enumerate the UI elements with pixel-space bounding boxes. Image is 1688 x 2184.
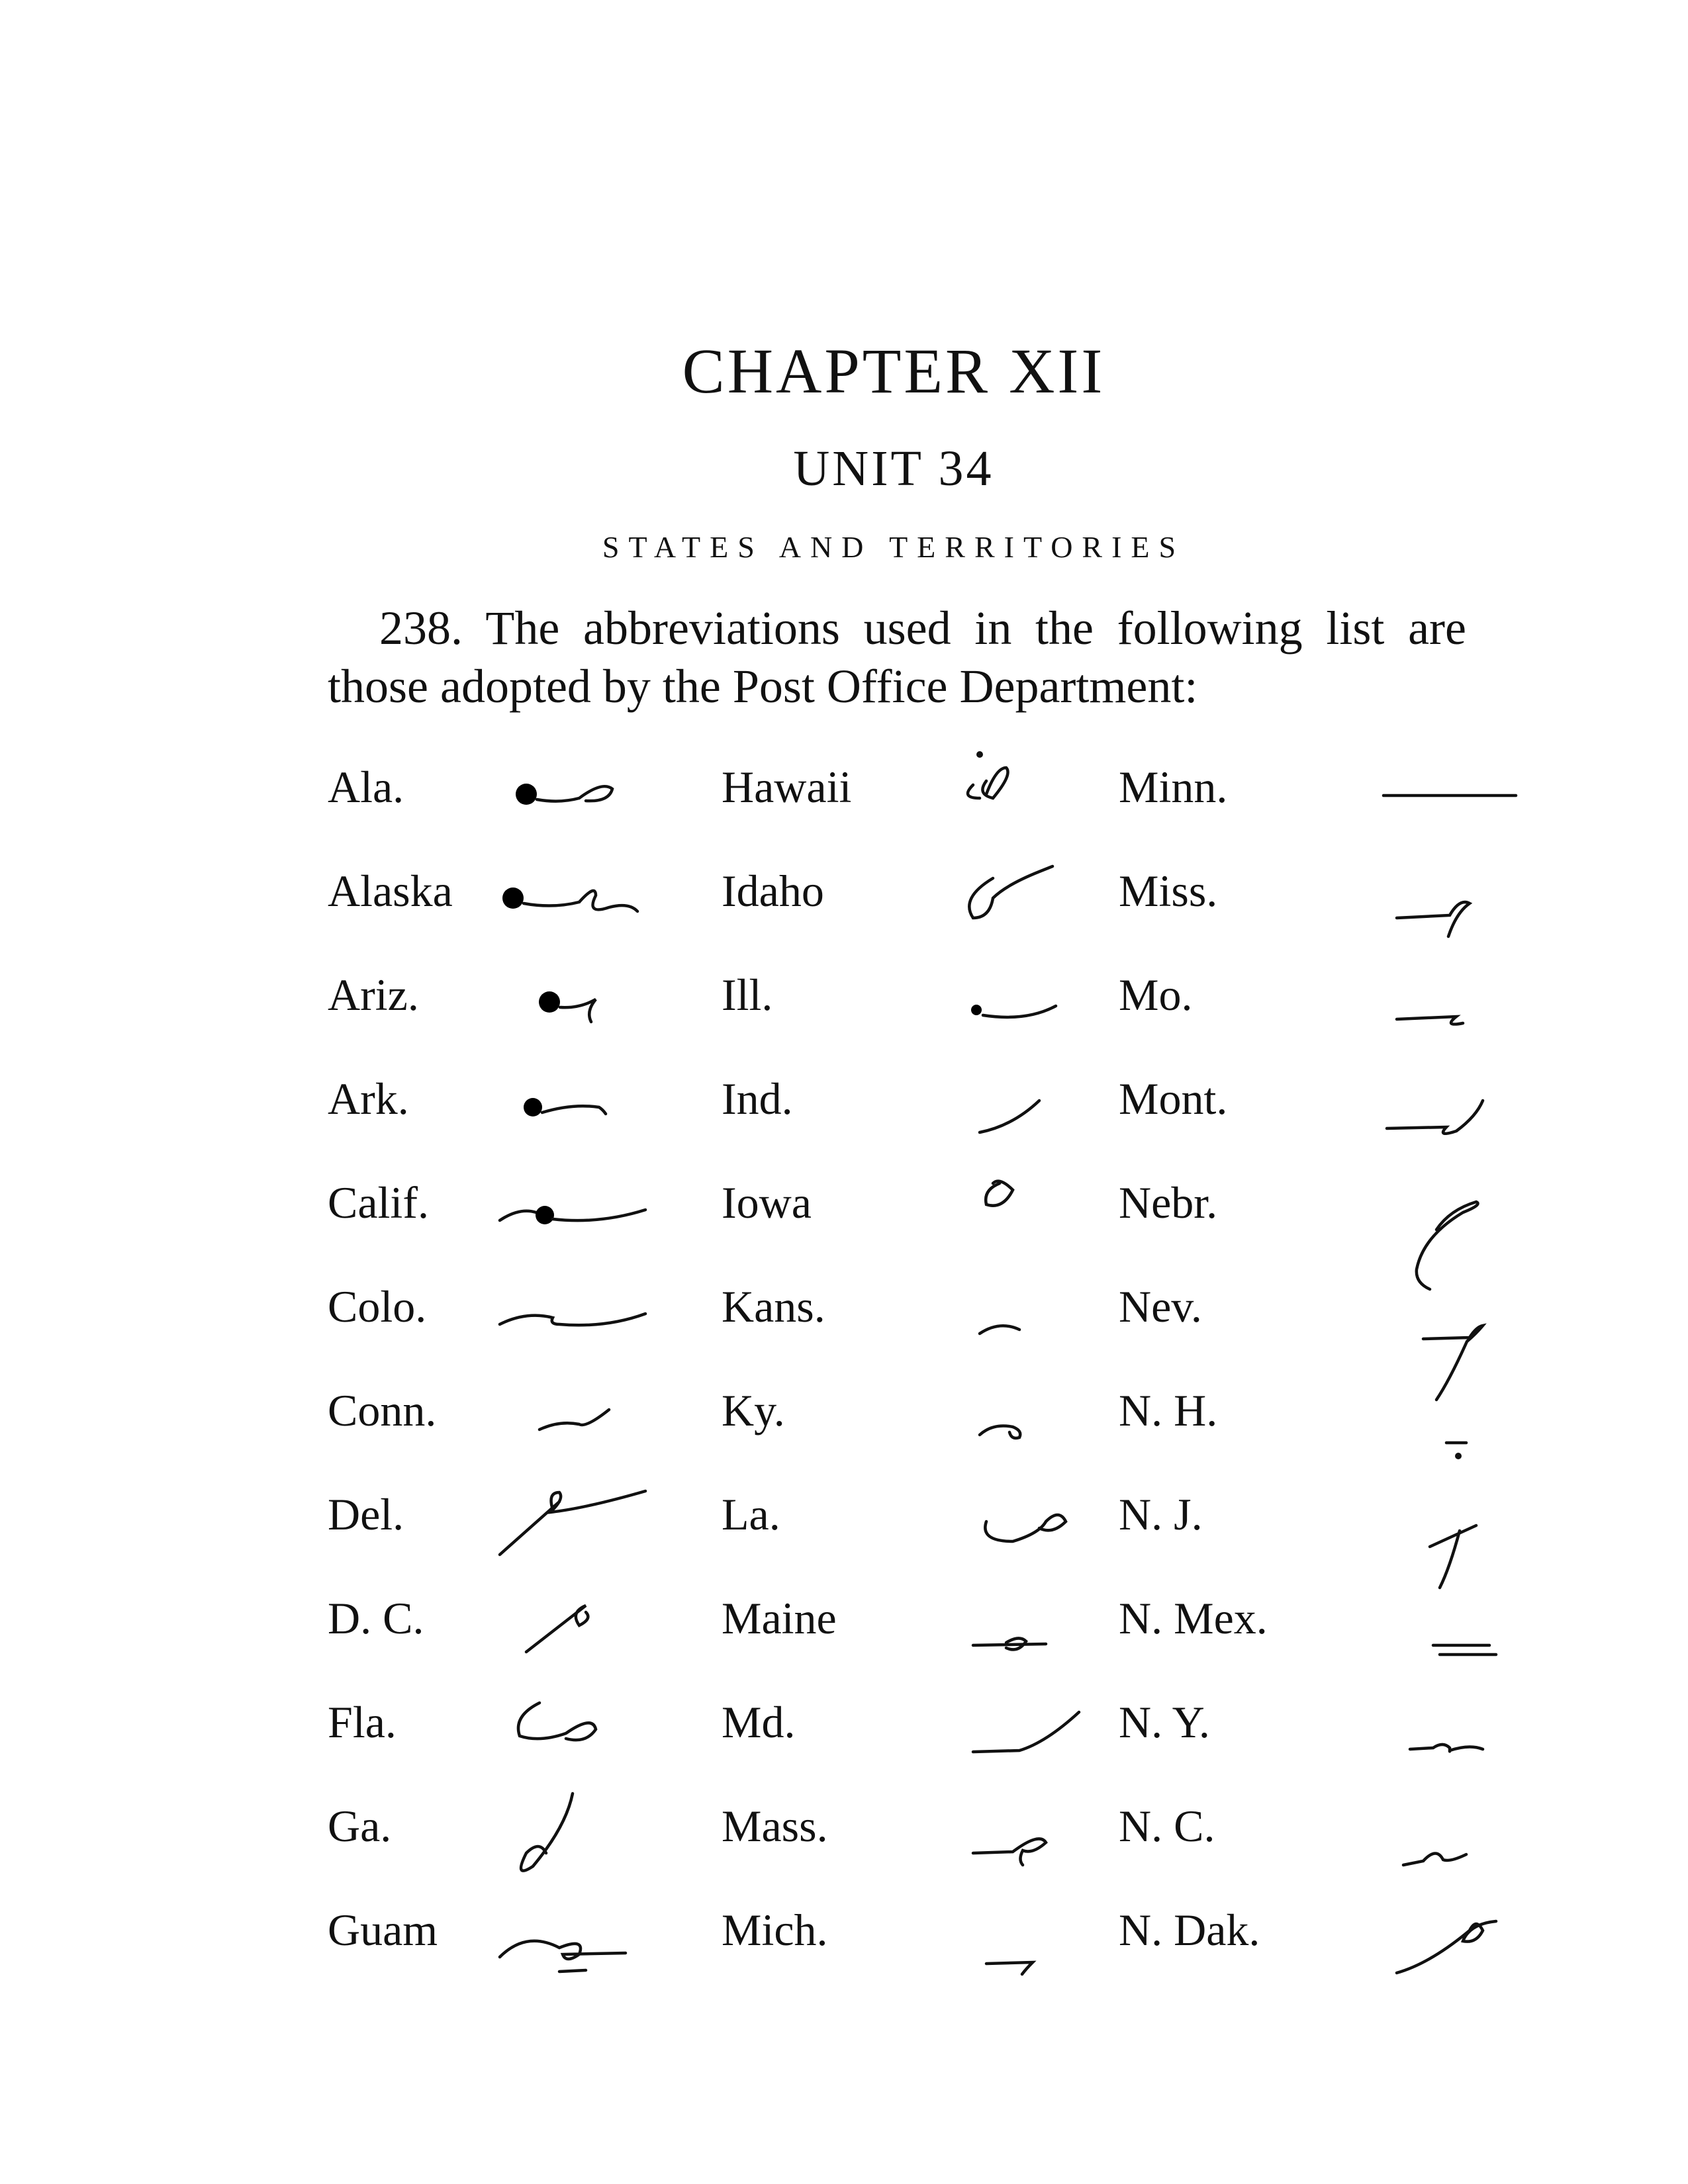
state-abbreviation: N. H. [1119, 1385, 1218, 1435]
list-item [722, 1163, 1172, 1267]
list-item [328, 956, 778, 1060]
state-abbreviation: Ala. [328, 762, 404, 812]
nh-outline-icon [1278, 1371, 1476, 1471]
state-abbreviation: Nebr. [1119, 1177, 1218, 1228]
list-item [1119, 852, 1569, 956]
list-item [328, 1060, 778, 1163]
state-abbreviation: Conn. [328, 1385, 437, 1435]
iowa-outline-icon [880, 1163, 1079, 1263]
state-abbreviation: Guam [328, 1905, 438, 1955]
state-abbreviation: N. C. [1119, 1801, 1215, 1851]
state-abbreviation: Colo. [328, 1281, 427, 1332]
state-abbreviation: Ky. [722, 1385, 785, 1435]
state-abbreviation: Minn. [1119, 762, 1228, 812]
list-item [722, 1891, 1172, 1995]
kans-outline-icon [880, 1267, 1079, 1367]
la-outline-icon [880, 1475, 1079, 1574]
state-abbreviation: D. C. [328, 1593, 424, 1643]
ny-outline-icon [1278, 1683, 1476, 1782]
list-item [1119, 956, 1569, 1060]
section-subtitle: STATES AND TERRITORIES [602, 530, 1186, 564]
unit-heading: UNIT 34 [793, 441, 994, 496]
list-item [1119, 1579, 1569, 1683]
list-item [328, 852, 778, 956]
list-item [328, 1475, 778, 1579]
list-item [1119, 1163, 1569, 1267]
intro-text: The abbreviations used in the following list are those adopted by the Post Office Department: [328, 602, 1466, 713]
conn-outline-icon [487, 1371, 685, 1471]
mich-outline-icon [880, 1891, 1079, 1990]
mont-outline-icon [1278, 1060, 1476, 1159]
list-item [722, 1475, 1172, 1579]
list-item [1119, 1683, 1569, 1787]
list-item [328, 748, 778, 852]
ind-outline-icon [880, 1060, 1079, 1159]
column-1 [328, 748, 778, 1995]
ariz-outline-icon [487, 956, 685, 1055]
state-abbreviation: Maine [722, 1593, 837, 1643]
list-item [328, 1891, 778, 1995]
maine-outline-icon [880, 1579, 1079, 1678]
list-item [328, 1787, 778, 1891]
nmex-outline-icon [1278, 1579, 1476, 1678]
list-item [722, 1787, 1172, 1891]
list-item [328, 1579, 778, 1683]
hawaii-outline-icon [880, 748, 1079, 847]
idaho-outline-icon [880, 852, 1079, 951]
list-item [722, 1579, 1172, 1683]
ark-outline-icon [487, 1060, 685, 1159]
state-abbreviation: Nev. [1119, 1281, 1202, 1332]
nj-outline-icon [1278, 1475, 1476, 1574]
state-abbreviation: Ill. [722, 970, 773, 1020]
state-abbreviation: Mont. [1119, 1073, 1228, 1124]
list-item [1119, 1371, 1569, 1475]
minn-outline-icon [1278, 748, 1476, 847]
ndak-outline-icon [1278, 1891, 1476, 1990]
state-abbreviation: Del. [328, 1489, 404, 1539]
ala-outline-icon [487, 748, 685, 847]
state-abbreviation: Miss. [1119, 866, 1218, 916]
state-abbreviation: Ind. [722, 1073, 793, 1124]
intro-paragraph [328, 599, 1466, 715]
state-abbreviation: N. J. [1119, 1489, 1203, 1539]
chapter-heading: CHAPTER XII [682, 336, 1105, 406]
state-abbreviation: Iowa [722, 1177, 812, 1228]
state-abbreviation: La. [722, 1489, 780, 1539]
miss-outline-icon [1278, 852, 1476, 951]
mass-outline-icon [880, 1787, 1079, 1886]
state-abbreviation: Ark. [328, 1073, 409, 1124]
list-item [722, 748, 1172, 852]
list-item [722, 1371, 1172, 1475]
state-abbreviation: Hawaii [722, 762, 852, 812]
list-item [722, 1683, 1172, 1787]
state-abbreviation: Md. [722, 1697, 796, 1747]
list-item [1119, 1267, 1569, 1371]
ky-outline-icon [880, 1371, 1079, 1471]
colo-outline-icon [487, 1267, 685, 1367]
md-outline-icon [880, 1683, 1079, 1782]
state-abbreviation: Idaho [722, 866, 824, 916]
state-abbreviation: Fla. [328, 1697, 397, 1747]
list-item [1119, 748, 1569, 852]
guam-outline-icon [487, 1891, 685, 1990]
state-abbreviation: Mass. [722, 1801, 828, 1851]
list-item [1119, 1475, 1569, 1579]
alaska-outline-icon [487, 852, 685, 951]
state-abbreviation: Ga. [328, 1801, 392, 1851]
column-3 [1119, 748, 1569, 1995]
nev-outline-icon [1278, 1267, 1476, 1367]
list-item [1119, 1891, 1569, 1995]
fla-outline-icon [487, 1683, 685, 1782]
list-item [722, 956, 1172, 1060]
list-item [328, 1371, 778, 1475]
list-item [722, 852, 1172, 956]
state-abbreviation: Mich. [722, 1905, 828, 1955]
column-2 [722, 748, 1172, 1995]
list-item [722, 1267, 1172, 1371]
calif-outline-icon [487, 1163, 685, 1263]
del-outline-icon [487, 1475, 685, 1574]
list-item [328, 1683, 778, 1787]
list-item [1119, 1787, 1569, 1891]
state-abbreviation: Ariz. [328, 970, 419, 1020]
dc-outline-icon [487, 1579, 685, 1678]
nebr-outline-icon [1278, 1163, 1476, 1263]
list-item [328, 1267, 778, 1371]
list-item [1119, 1060, 1569, 1163]
state-abbreviation: Calif. [328, 1177, 429, 1228]
state-abbreviation: N. Dak. [1119, 1905, 1260, 1955]
mo-outline-icon [1278, 956, 1476, 1055]
state-abbreviation: Kans. [722, 1281, 825, 1332]
list-item [328, 1163, 778, 1267]
ga-outline-icon [487, 1787, 685, 1886]
state-abbreviation: Mo. [1119, 970, 1193, 1020]
state-abbreviation: N. Y. [1119, 1697, 1210, 1747]
list-item [722, 1060, 1172, 1163]
nc-outline-icon [1278, 1787, 1476, 1886]
state-abbreviation: N. Mex. [1119, 1593, 1268, 1643]
ill-outline-icon [880, 956, 1079, 1055]
state-abbreviation: Alaska [328, 866, 453, 916]
paragraph-number: 238. [379, 602, 463, 655]
